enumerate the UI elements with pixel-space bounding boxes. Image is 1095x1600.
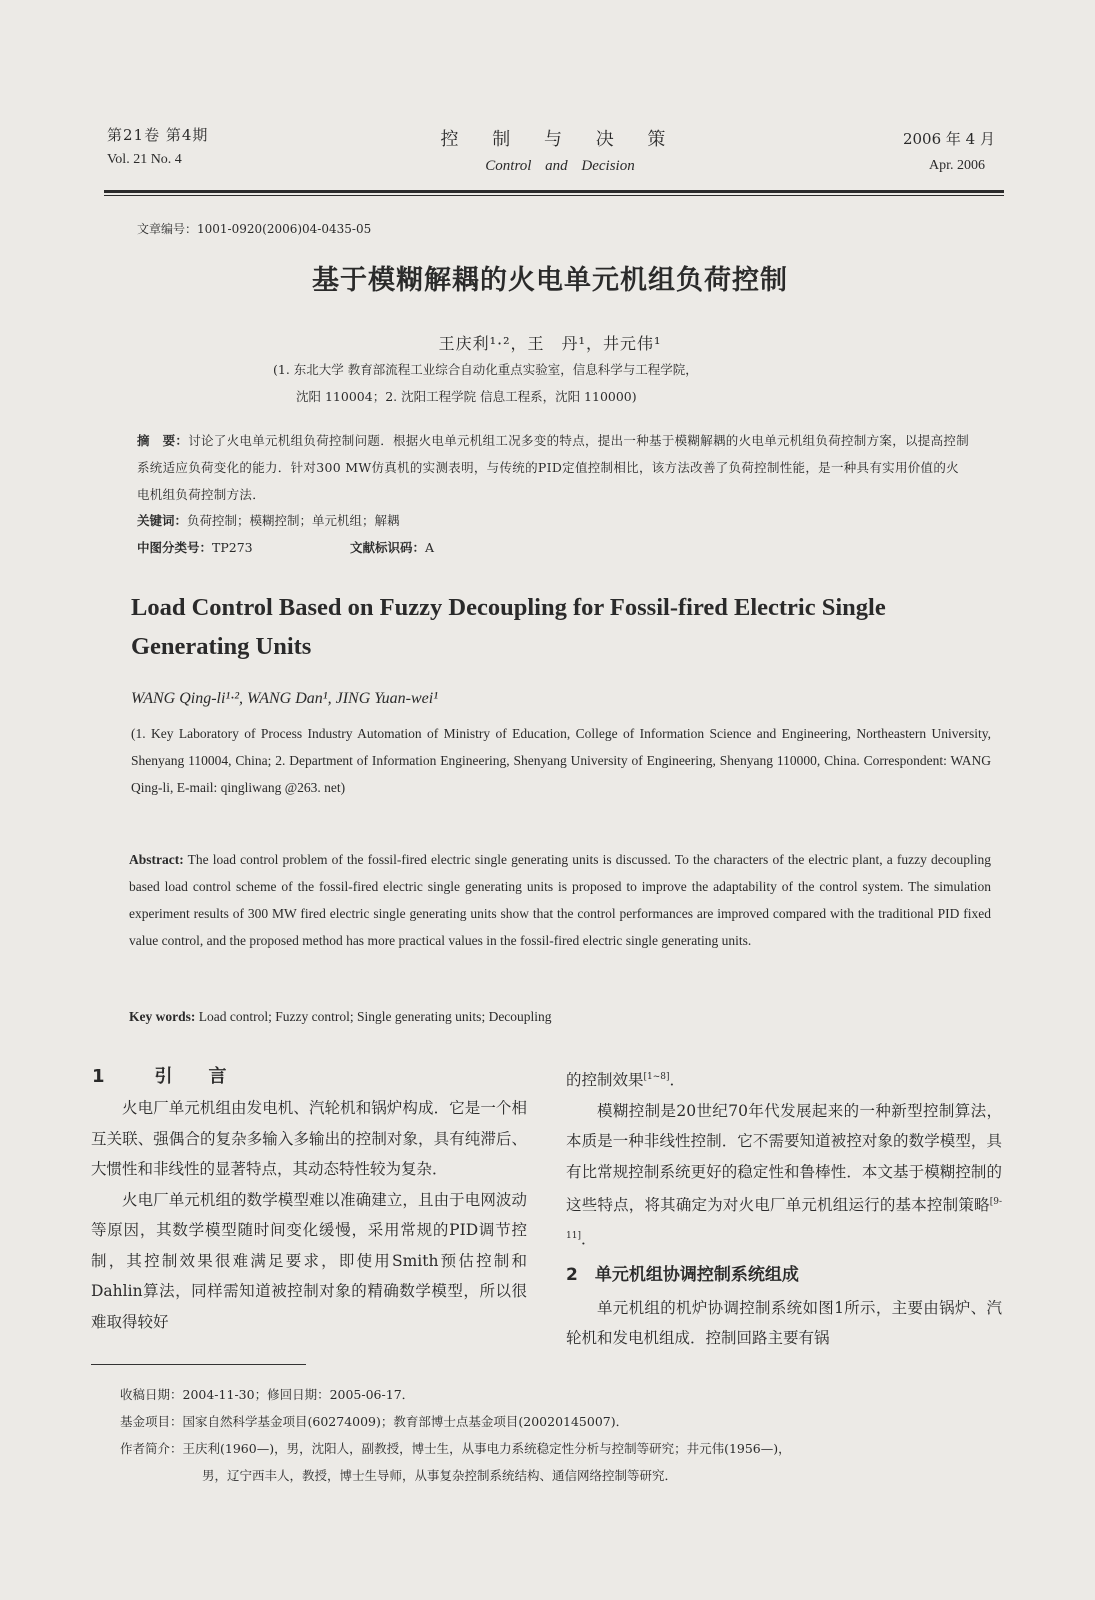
paragraph-text: 模糊控制是20世纪70年代发展起来的一种新型控制算法，本质是一种非线性控制．它不需要知道被控对象的数学模型，具有比常规控制系统更好的稳定性和鲁棒性．本文基于模糊控制的这些特点，将其确定为对火电厂单元机组运行的基本控制策略 [566, 1101, 1002, 1215]
document-code-label: 文献标识码： [350, 540, 426, 555]
right-column [566, 1062, 1002, 1354]
footnote-rule [91, 1364, 306, 1365]
affiliation-cn-line2: 沈阳 110004；2. 沈阳工程学院 信息工程系，沈阳 110000) [296, 389, 637, 404]
header-rule-thick [104, 190, 1004, 193]
affiliation-en: (1. Key Laboratory of Process Industry Automation of Ministry of Education, College of Information Science and Engineering, Northeastern University, Shenyang 110004, China; 2. Department of Information Engineering, Shenyang University of Engineering, Shenyang 110000, China. Correspondent: WANG Qing-li, E-mail: qingliwang @263. net) [131, 726, 991, 795]
citation: [9-11] [566, 1197, 1002, 1241]
keywords-cn-text: 负荷控制；模糊控制；单元机组；解耦 [187, 513, 400, 528]
paragraph [566, 1096, 1002, 1255]
paragraph: 单元机组的机炉协调控制系统如图1所示，主要由锅炉、汽轮机和发电机组成．控制回路主要有锅 [566, 1298, 1002, 1348]
title-cn: 基于模糊解耦的火电单元机组负荷控制 [312, 265, 788, 296]
section-2-heading: 2 单元机组协调控制系统组成 [566, 1265, 799, 1286]
left-column [91, 1093, 527, 1337]
journal-name-en: Control and Decision [485, 158, 635, 174]
abstract-cn-label: 摘 要： [137, 433, 189, 448]
paragraph-end: ． [580, 1229, 597, 1248]
issue-date-en: Apr. 2006 [929, 158, 985, 173]
keywords-en-label: Key words: [129, 1009, 196, 1024]
footnote-fund: 基金项目：国家自然科学基金项目(60274009)；教育部博士点基金项目(20020145007)． [120, 1414, 629, 1429]
citation: [1~8] [643, 1072, 670, 1082]
keywords-cn [137, 511, 400, 529]
section-1-number: 1 [92, 1066, 105, 1087]
volume-issue-cn: 第21卷 第4期 [107, 126, 209, 144]
keywords-cn-label: 关键词： [137, 513, 188, 528]
document-code [350, 538, 434, 556]
paragraph-text: 的控制效果 [566, 1071, 644, 1090]
class-number [137, 538, 253, 556]
abstract-cn-text: 讨论了火电单元机组负荷控制问题．根据火电单元机组工况多变的特点，提出一种基于模糊解耦的火电单元机组负荷控制方案，以提高控制系统适应负荷变化的能力．针对300 MW仿真机的实测表明，与传统的PID定值控制相比，该方法改善了负荷控制性能，是一种具有实用价值的火电机组负荷控制方法． [137, 433, 970, 502]
paragraph: 火电厂单元机组的数学模型难以准确建立，且由于电网波动等原因，其数学模型随时间变化缓慢，采用常规的PID调节控制，其控制效果很难满足要求，即使用Smith预估控制和Dahlin算法，同样需知道被控制对象的精确数学模型，所以很难取得较好 [91, 1190, 527, 1331]
paragraph [566, 1062, 1002, 1096]
abstract-cn [137, 427, 971, 508]
class-number-label: 中图分类号： [137, 540, 213, 555]
affiliation-cn-line1: (1. 东北大学 教育部流程工业综合自动化重点实验室，信息科学与工程学院， [273, 362, 698, 377]
abstract-en-text: The load control problem of the fossil-fired electric single generating units is discussed. To the characters of the electric plant, a fuzzy decoupling based load control scheme of the fossil-fired electric single generating units is proposed to improve the adaptability of the control system. The simulation experiment results of 300 MW fired electric single generating units show that the control performances are improved compared with the traditional PID fixed value control, and the proposed method has more practical values in the fossil-fired electric single generating units. [129, 852, 991, 948]
keywords-en [129, 1009, 552, 1025]
keywords-en-text: Load control; Fuzzy control; Single generating units; Decoupling [195, 1009, 552, 1024]
issue-date-cn: 2006 年 4 月 [902, 130, 995, 148]
paragraph: 火电厂单元机组由发电机、汽轮机和锅炉构成．它是一个相互关联、强偶合的复杂多输入多输出的控制对象，具有纯滞后、大惯性和非线性的显著特点，其动态特性较为复杂． [91, 1099, 527, 1178]
section-1-heading [92, 1062, 227, 1088]
title-en: Load Control Based on Fuzzy Decoupling for Fossil-fired Electric Single Generating Units [131, 594, 886, 660]
abstract-en [129, 846, 991, 954]
authors-cn: 王庆利¹·²，王 丹¹，井元伟¹ [438, 334, 662, 353]
document-code-value: A [425, 540, 435, 555]
footnote-bio-line1: 作者简介：王庆利(1960—)，男，沈阳人，副教授，博士生，从事电力系统稳定性分析与控制等研究；井元伟(1956—)， [120, 1441, 791, 1456]
class-number-value: TP273 [212, 540, 253, 555]
section-1-title: 引 言 [154, 1066, 227, 1087]
footnote-bio-line2: 男，辽宁西丰人，教授，博士生导师，从事复杂控制系统结构、通信网络控制等研究． [202, 1468, 678, 1483]
article-number: 文章编号：1001-0920(2006)04-0435-05 [137, 222, 372, 236]
header-rule-thin [104, 195, 1004, 196]
volume-issue-en: Vol. 21 No. 4 [107, 152, 182, 167]
paragraph-end: ． [669, 1071, 686, 1090]
journal-name-cn: 控 制 与 决 策 [440, 129, 680, 150]
footnote-received: 收稿日期：2004-11-30；修回日期：2005-06-17． [120, 1387, 415, 1402]
authors-en: WANG Qing-li¹·², WANG Dan¹, JING Yuan-wei¹ [131, 690, 439, 707]
abstract-en-label: Abstract: [129, 852, 184, 867]
